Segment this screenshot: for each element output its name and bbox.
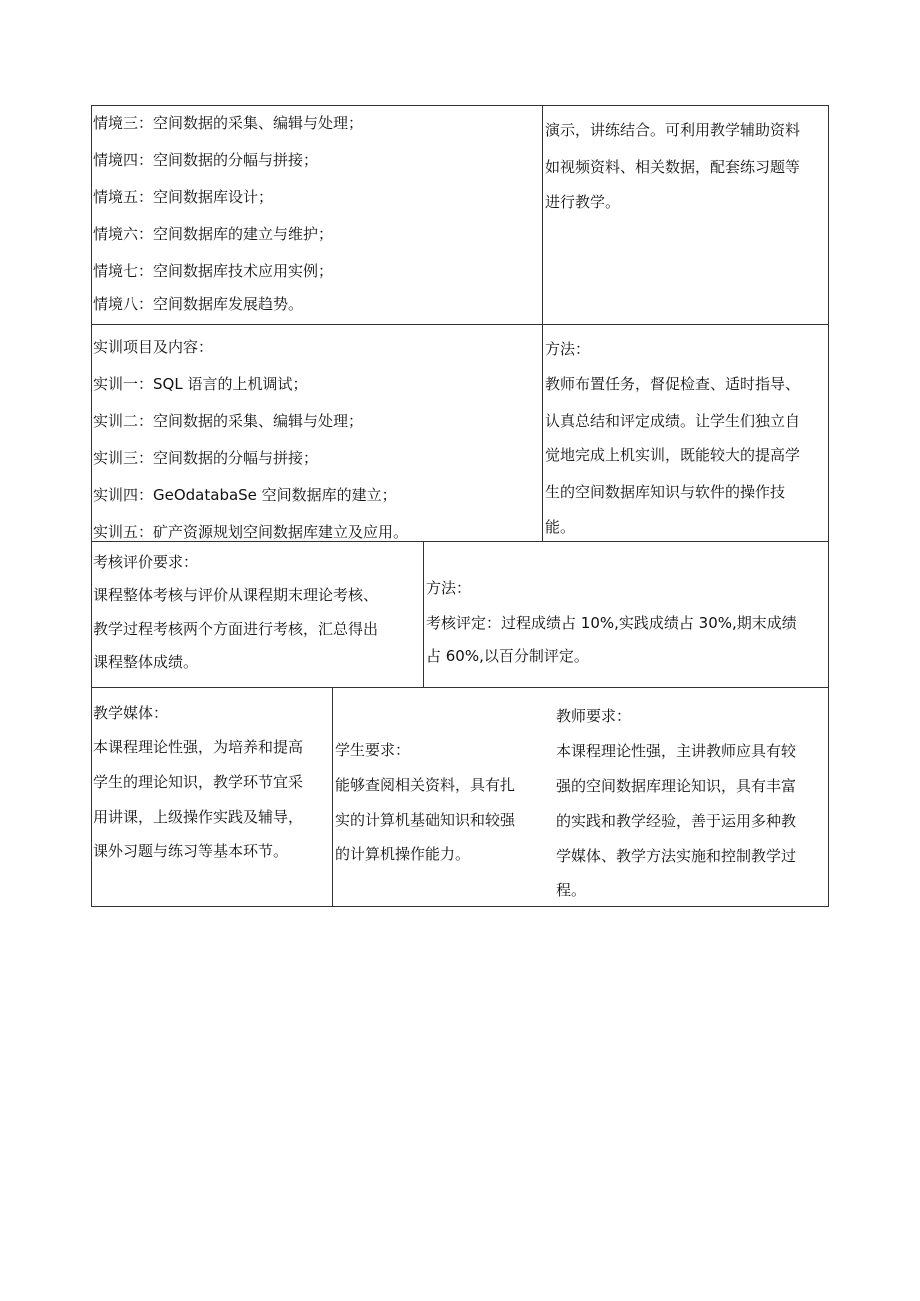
media-line-2: 学生的理论知识，教学环节宜采 <box>93 773 304 791</box>
teacher-line-4: 学媒体、教学方法实施和控制教学过 <box>556 847 797 865</box>
student-requirements-cell <box>333 688 551 906</box>
practice-method-line-2: 认真总结和评定成绩。让学生们独立自 <box>545 412 801 430</box>
student-line-2: 实的计算机基础知识和较强 <box>335 811 516 829</box>
media-line-1: 本课程理论性强，为培养和提高 <box>93 738 304 756</box>
method-line-3: 进行教学。 <box>545 193 621 211</box>
situations-cell <box>91 105 542 324</box>
practice-3: 实训三：空间数据的分幅与拼接； <box>93 449 319 467</box>
media-line-4: 课外习题与练习等基本环节。 <box>93 842 289 860</box>
practice-heading: 实训项目及内容： <box>93 338 214 356</box>
teacher-line-2: 强的空间数据库理论知识，具有丰富 <box>556 777 797 795</box>
method-line-2: 如视频资料、相关数据，配套练习题等 <box>545 158 801 176</box>
practice-5: 实训五：矿产资源规划空间数据库建立及应用。 <box>93 523 409 541</box>
practice-method-line-4: 生的空间数据库知识与软件的操作技 <box>545 483 786 501</box>
teacher-line-5: 程。 <box>556 881 587 899</box>
table-border-right <box>828 105 829 907</box>
assessment-requirements-cell <box>91 542 423 687</box>
assessment-method-cell <box>424 542 828 687</box>
assessment-line-2: 教学过程考核两个方面进行考核，汇总得出 <box>93 620 379 638</box>
assessment-line-1: 课程整体考核与评价从课程期末理论考核、 <box>93 586 379 604</box>
table-border-bottom <box>91 906 829 907</box>
assessment-method-line-1: 考核评定：过程成绩占 10%,实践成绩占 30%,期末成绩 <box>426 614 797 632</box>
media-line-3: 用讲课，上级操作实践及辅导， <box>93 808 304 826</box>
practice-2: 实训二：空间数据的采集、编辑与处理； <box>93 412 364 430</box>
assessment-method-heading: 方法： <box>426 579 472 597</box>
practice-method-heading: 方法： <box>545 340 591 358</box>
assessment-method-line-2: 占 60%,以百分制评定。 <box>426 647 589 665</box>
media-heading: 教学媒体： <box>93 704 169 722</box>
situation-3: 情境三：空间数据的采集、编辑与处理； <box>93 114 364 132</box>
practice-method-cell <box>543 325 828 541</box>
teacher-line-3: 的实践和教学经验，善于运用多种教 <box>556 812 797 830</box>
situation-7: 情境七：空间数据库技术应用实例； <box>93 262 334 280</box>
method-line-1: 演示，讲练结合。可利用教学辅助资料 <box>545 121 801 139</box>
student-line-3: 的计算机操作能力。 <box>335 845 471 863</box>
teaching-media-cell <box>91 688 332 906</box>
teaching-method-cell <box>543 105 828 324</box>
practice-method-line-1: 教师布置任务，督促检查、适时指导、 <box>545 375 801 393</box>
teacher-requirements-cell <box>551 688 828 906</box>
situation-8: 情境八：空间数据库发展趋势。 <box>93 295 304 313</box>
teacher-line-1: 本课程理论性强，主讲教师应具有较 <box>556 742 797 760</box>
student-heading: 学生要求： <box>335 741 411 759</box>
student-line-1: 能够查阅相关资料，具有扎 <box>335 776 516 794</box>
situation-4: 情境四：空间数据的分幅与拼接； <box>93 151 319 169</box>
situation-6: 情境六：空间数据库的建立与维护； <box>93 225 334 243</box>
practice-4: 实训四：GeOdatabaSe 空间数据库的建立； <box>93 486 397 504</box>
practice-method-line-5: 能。 <box>545 518 576 536</box>
practice-method-line-3: 觉地完成上机实训，既能较大的提高学 <box>545 446 801 464</box>
situation-5: 情境五：空间数据库设计； <box>93 188 274 206</box>
practice-1: 实训一：SQL 语言的上机调试； <box>93 375 308 393</box>
teacher-heading: 教师要求： <box>556 707 632 725</box>
practice-projects-cell <box>91 325 542 541</box>
assessment-heading: 考核评价要求： <box>93 553 199 571</box>
assessment-line-3: 课程整体成绩。 <box>93 653 199 671</box>
course-table <box>91 105 829 907</box>
